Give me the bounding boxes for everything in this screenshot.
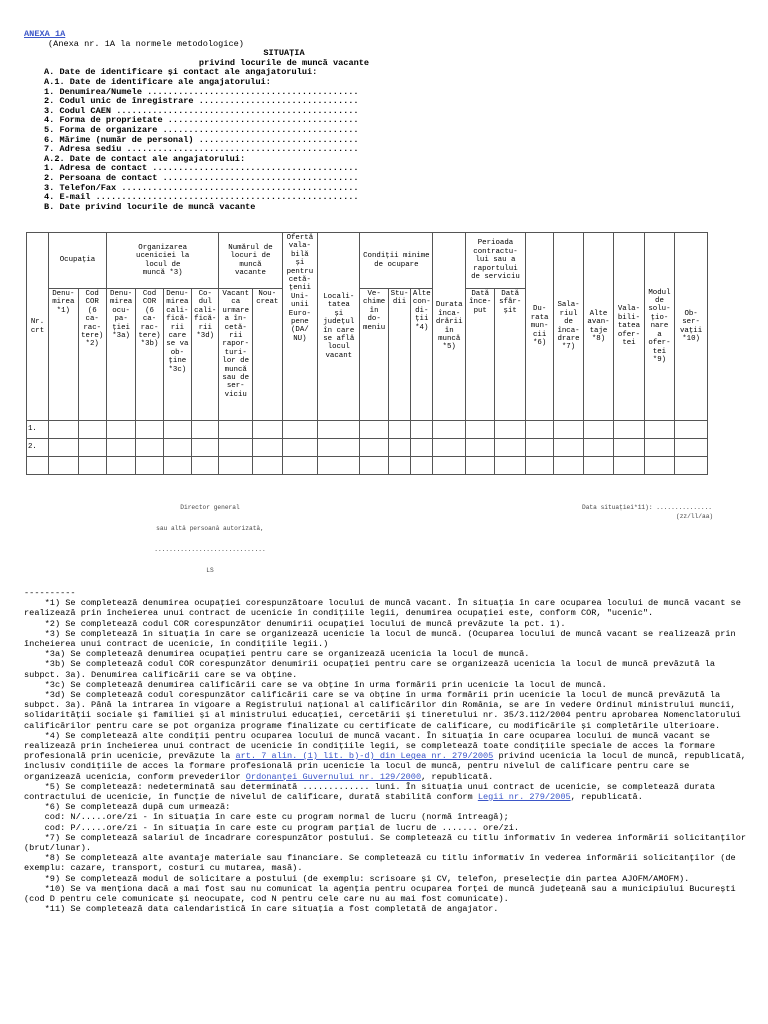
subcol-data-inceput: Dată înce- put: [466, 289, 495, 421]
footnote-3b: *3b) Se completează codul COR corespunzător denumirii ocupației pentru care se organizează ucenicia la locul de muncă prevăzută la subpct. 3a). Denumirea calificării care se va obține.: [24, 659, 721, 680]
footnote-8: *8) Se completează alte avantaje materiale sau financiare. Se completează cu titlu informativ în vederea informării solicitanților (de exemplu: cazare, transport, costuri cu mutarea, masă).: [24, 853, 741, 874]
a2-item: 2. Persoana de contact ......................................: [44, 172, 359, 183]
a2-item: 4. E-mail ...................................................: [44, 192, 359, 203]
footnote-2: *2) Se completează codul COR corespunzător denumirii ocupației locului de muncă prevăzute la pct. 1).: [24, 618, 566, 629]
subcol-studii: Stu- dii: [388, 289, 410, 421]
document-title: SITUAȚIA: [263, 48, 305, 59]
table-row: [27, 421, 708, 439]
subcol-cod-cor-ucenicie: Cod COR (6 ca- rac- tere) *3b): [136, 289, 163, 421]
annex-reference: (Anexa nr. 1A la normele metodologice): [48, 38, 244, 49]
footnote-3d: *3d) Se completează codul corespunzător calificării care se va obține în urma formării prin ucenicie la locul de muncă prevăzută la subpct. 3a). Până la intrarea în vigoare a Registrului național al calificărilor din România, se are în vedere Ordinul ministrului muncii, solidarității sociale și familiei și al ministrului educației, cercetării și tineretului nr. 35/3.112/2004 pentru aprobarea Nomenclatorului calificărilor pentru care se pot organiza programe finalizate cu certificate de calificare, cu modificările și completările ulterioare.: [24, 690, 747, 731]
footnote-3c: *3c) Se completează denumirea calificării care se va obține în urma formării prin ucenicie la locul de muncă.: [24, 679, 607, 690]
footnote-5-text-b: , republicată.: [570, 792, 643, 803]
subcol-denumirea-ocupatiei: Denu- mirea ocu- pa- ției *3a): [106, 289, 135, 421]
vacancies-table: [26, 232, 708, 475]
col-valabilitatea: Vala- bili- tatea ofer- tei: [614, 233, 644, 421]
col-nr-crt: Nr. crt: [27, 233, 49, 421]
separator: ----------: [24, 588, 76, 598]
a1-item: 3. Codul CAEN ...............................................: [44, 105, 359, 116]
footnote-5-text-a: *5) Se completează: nedeterminată sau determinată ............. luni. În situația unui contract de ucenicie, se completează durata contractului de ucenicie, în funcție de nivelul de calificare, durată stabilită conform: [24, 781, 721, 803]
a1-item: 5. Forma de organizare ......................................: [44, 124, 359, 135]
date-format: (zz/ll/aa): [676, 513, 714, 520]
a1-item: 4. Forma de proprietate .....................................: [44, 115, 359, 126]
subcol-cod-cor: Cod COR (6 ca- rac- tere) *2): [78, 289, 106, 421]
footnote-4: [24, 730, 752, 782]
annex-link[interactable]: ANEXA 1A: [24, 29, 66, 39]
signature-ls: LS: [206, 567, 214, 574]
og-129-2000-link[interactable]: Ordonanței Guvernului nr. 129/2000: [245, 771, 422, 782]
col-oferta-ue: Ofertă vala- bilă și pentru cetă- țenii Uni- unii Euro- pene (DA/ NU): [282, 233, 318, 421]
footnote-9: *9) Se completează modul de solicitare a postului (de exemplu: scrisoare și CV, telefon, preselecție din partea AJOFM/AMOFM).: [24, 873, 690, 884]
footnote-5: [24, 782, 749, 802]
signature-block: [120, 490, 300, 581]
a1-item: 1. Denumirea/Numele .........................................: [44, 86, 359, 97]
a1-item: 6. Mărime (număr de personal) ...............................: [44, 134, 359, 145]
signature-dots: ..............................: [154, 546, 266, 553]
date-field: Data situației*11): ...............: [582, 504, 712, 511]
section-a-heading: A. Date de identificare și contact ale angajatorului:: [44, 67, 318, 78]
footnotes: [24, 588, 752, 915]
footnote-4-text-c: , republicată.: [421, 771, 494, 782]
subcol-codul-calificarii: Co- dul cali- fică- rii *3d): [192, 289, 219, 421]
subcol-vacant: Vacant ca urmare a în- cetă- rii rapor- turi- lor de muncă sau de ser- viciu: [219, 289, 253, 421]
row-number: 1.: [27, 421, 49, 439]
footnote-7: *7) Se completează salariul de încadrare corespunzător postului. Se completează cu titlu informativ în vederea informării solicitanților (brut/lunar).: [24, 832, 752, 854]
col-observatii: Ob- ser- vații *10): [675, 233, 708, 421]
col-conditii-minime: Condiții minime de ocupare: [360, 233, 433, 289]
section-a1-heading: A.1. Date de identificare ale angajatorului:: [44, 76, 271, 87]
col-alte-avantaje: Alte avan- taje *8): [583, 233, 613, 421]
footnote-4-text-b: privind ucenicia la locul de muncă, republicată, inclusiv condițiile de acces la formare profesională prin ucenicie la locul de muncă, pentru nivelul de calificare pentru care se organizează ucenicia, conform prevederilor: [24, 751, 752, 782]
law-279-2005-link[interactable]: Legii nr. 279/2005: [477, 792, 571, 803]
col-modul-solutionare: Modul de solu- țio- nare a ofer- tei *9): [644, 233, 674, 421]
footnote-4-text-a: *4) Se completează alte condiții pentru ocuparea locului de muncă vacant. În situația în care ocuparea locului de muncă vacant se realizează prin încheierea unui contract de ucenicie în condițiile legii, se completează toate condițiile speciale de acces la formare profesională prin ucenicie, prevăzute la: [24, 730, 721, 762]
footnote-6a: cod: N/.....ore/zi - în situația în care este cu program normal de lucru (normă întreagă);: [24, 812, 509, 823]
table-row: [27, 457, 708, 475]
col-durata-incadrarii: Durata înca- drării în muncă *5): [433, 233, 466, 421]
footnote-6: *6) Se completează după cum urmează:: [24, 802, 231, 813]
signature-authorized: sau altă persoană autorizată,: [156, 525, 264, 532]
a1-item: 2. Codul unic de înregistrare ...............................: [44, 96, 359, 107]
col-ocupatia: Ocupația: [49, 233, 107, 289]
subcol-data-sfarsit: Dată sfâr- șit: [495, 289, 525, 421]
a1-item: 7. Adresa sediu .............................................: [44, 144, 359, 155]
signature-title: Director general: [180, 504, 240, 511]
col-perioada-contractului: Perioada contractu- lui sau a raportului de serviciu: [466, 233, 526, 289]
col-numar-locuri: Numărul de locuri de muncă vacante: [219, 233, 282, 289]
footnote-3: *3) Se completează în situația în care se organizează ucenicie la locul de muncă. (Ocuparea locului de muncă vacant se realizează prin încheierea unui contract de ucenicie, în condițiile legii.): [24, 628, 741, 650]
row-number: 2.: [27, 439, 49, 457]
footnote-3a: *3a) Se completează denumirea ocupației pentru care se organizează ucenicia la locul de muncă.: [24, 649, 530, 660]
subcol-alte-conditii: Alte con- di- ții *4): [411, 289, 433, 421]
table-row: [27, 439, 708, 457]
col-organizarea-uceniciei: Organizarea uceniciei la locul de muncă *3): [106, 233, 219, 289]
section-a2-heading: A.2. Date de contact ale angajatorului:: [44, 153, 246, 164]
form-header: [24, 30, 714, 212]
col-durata-muncii: Du- rata mun- cii *6): [525, 233, 553, 421]
footnote-11: *11) Se completează data calendaristică în care situația a fost completată de angajator.: [24, 904, 499, 915]
footnote-1: *1) Se completează denumirea ocupației corespunzătoare locului de muncă vacant. În situația în care ocuparea locului de muncă vacant se realizează prin încheierea unui contract de ucenicie în condițiile legii, denumirea ocupației este, conform COR, "ucenic".: [24, 598, 747, 619]
col-salariul: Sala- riul de înca- drare *7): [554, 233, 583, 421]
subcol-denumirea: Denu- mirea *1): [49, 289, 78, 421]
law-279-art7-link[interactable]: art. 7 alin. (1) lit. b)-d) din Legea nr. 279/2005: [235, 751, 494, 762]
footnote-6b: cod: P/.....ore/zi - în situația în care este cu program parțial de lucru de ....... ore/zi.: [24, 822, 520, 833]
subcol-vechime: Ve- chime în do- meniu: [360, 289, 389, 421]
footnote-10: *10) Se va menționa dacă a mai fost sau nu comunicat la agenția pentru ocuparea forței de muncă județeană sau a municipiului București (cod D pentru cele comunicate și neocupate, cod N pentru cele care nu au mai fost comunicate).: [24, 883, 741, 905]
document-subtitle: privind locurile de muncă vacante: [198, 57, 370, 68]
subcol-nou-creat: Nou- creat: [253, 289, 282, 421]
a2-item: 3. Telefon/Fax ..............................................: [44, 182, 359, 193]
a2-item: 1. Adresa de contact ........................................: [44, 163, 359, 174]
section-b-heading: B. Date privind locurile de muncă vacante: [44, 201, 256, 212]
subcol-denumirea-calificarii: Denu- mirea cali- fică- rii care se va ob- ține *3c): [163, 289, 191, 421]
col-localitatea: Locali- tatea și județul în care se află locul vacant: [318, 233, 360, 421]
